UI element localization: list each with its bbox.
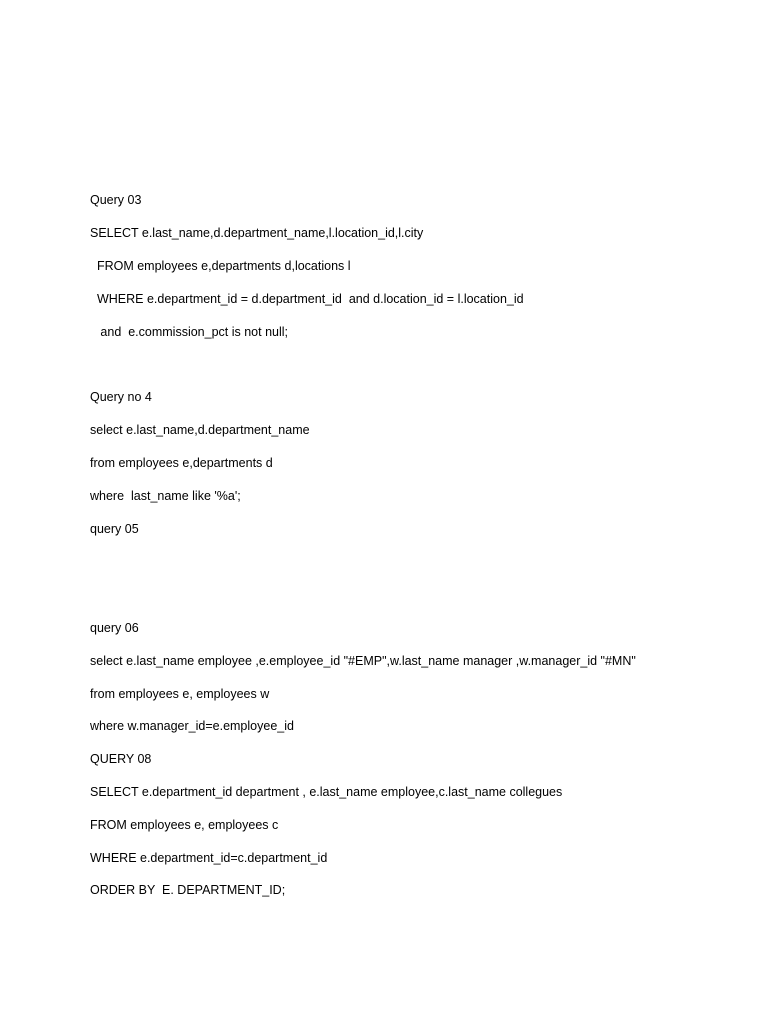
- query-04-select-line: select e.last_name,d.department_name: [90, 423, 310, 437]
- query-05-heading: query 05: [90, 522, 139, 536]
- query-03-where-line: WHERE e.department_id = d.department_id and d.location_id = l.location_id: [90, 292, 524, 306]
- query-06-heading: query 06: [90, 621, 139, 635]
- query-03-heading: Query 03: [90, 193, 142, 207]
- query-03-and-line: and e.commission_pct is not null;: [90, 325, 289, 339]
- query-08-where-line: WHERE e.department_id=c.department_id: [90, 851, 328, 865]
- query-06-from-line: from employees e, employees w: [90, 687, 270, 701]
- query-03-from-line: FROM employees e,departments d,locations l: [90, 259, 351, 273]
- query-06-where-line: where w.manager_id=e.employee_id: [90, 719, 294, 733]
- query-04-from-line: from employees e,departments d: [90, 456, 273, 470]
- query-08-heading: QUERY 08: [90, 752, 152, 766]
- query-08-select-line: SELECT e.department_id department , e.last_name employee,c.last_name collegues: [90, 785, 563, 799]
- query-08-from-line: FROM employees e, employees c: [90, 818, 279, 832]
- query-04-heading: Query no 4: [90, 390, 152, 404]
- query-03-select-line: SELECT e.last_name,d.department_name,l.location_id,l.city: [90, 226, 424, 240]
- query-06-select-line: select e.last_name employee ,e.employee_id "#EMP",w.last_name manager ,w.manager_id "#MN": [90, 654, 636, 668]
- query-08-order-line: ORDER BY E. DEPARTMENT_ID;: [90, 883, 286, 897]
- query-04-where-line: where last_name like '%a';: [90, 489, 241, 503]
